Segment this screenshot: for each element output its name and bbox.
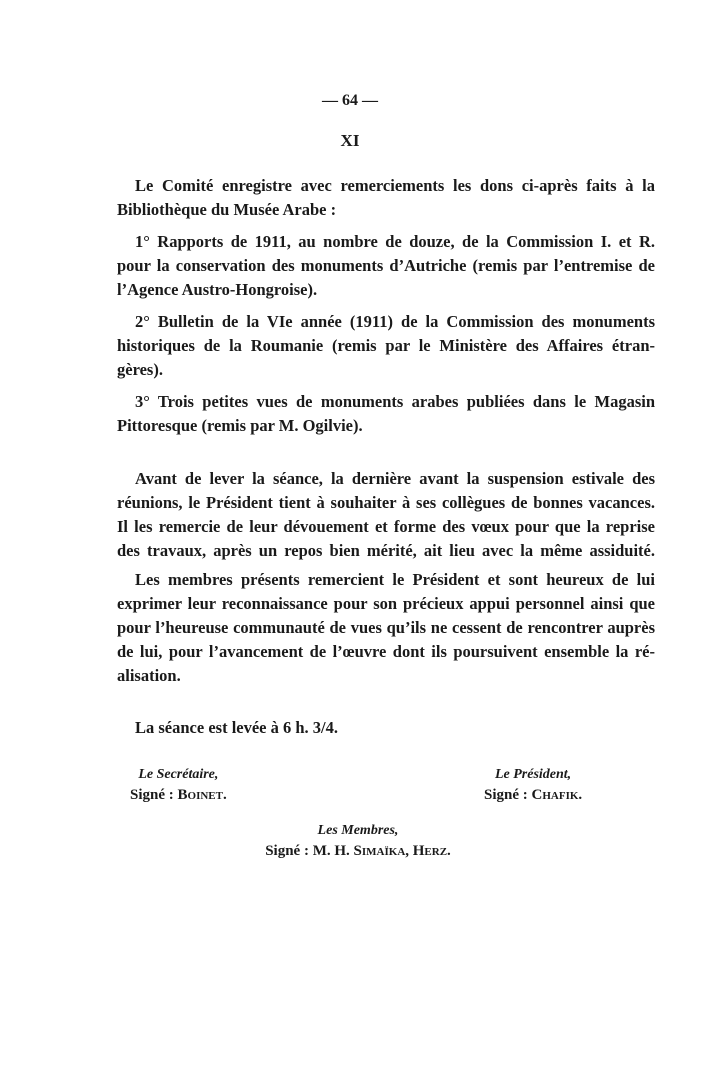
paragraph-members: [117, 568, 655, 688]
paragraph-closing: [117, 467, 655, 563]
text-line: Le Comité enregistre avec remerciements les dons ci-après faits à la: [135, 176, 655, 195]
text-line: pour la conservation des monuments d’Autriche (remis par l’entremise de: [117, 256, 655, 275]
signature-president: [484, 764, 582, 806]
signature-role: Le Secrétaire,: [138, 767, 219, 782]
text-line: 2° Bulletin de la VIe année (1911) de la Commission des monuments: [135, 312, 655, 331]
paragraph-adjourn: [117, 716, 655, 740]
signature-name: Boinet.: [177, 787, 227, 803]
list-item-1: [117, 230, 655, 302]
text-line: 3° Trois petites vues de monuments arabes publiées dans le Magasin: [135, 392, 655, 411]
paragraph-intro: [117, 174, 655, 222]
signature-role: Le Président,: [494, 767, 572, 782]
text-line: Avant de lever la séance, la dernière avant la suspension estivale des: [135, 469, 655, 488]
list-item-3: [117, 390, 655, 438]
text-line: réunions, le Président tient à souhaiter à ses collègues de bonnes vacances.: [117, 493, 655, 512]
text-line: des travaux, après un repos bien mérité, ait lieu avec la même assiduité.: [117, 541, 655, 560]
text-line: l’Agence Austro-Hongroise).: [117, 280, 318, 299]
signature-members: [258, 820, 458, 862]
text-line: alisation.: [117, 666, 181, 685]
page-number: — 64 —: [322, 92, 378, 109]
text-line: Les membres présents remercient le Président et sont heureux de lui: [135, 570, 655, 589]
text-line: La séance est levée à 6 h. 3/4.: [135, 718, 339, 737]
text-line: 1° Rapports de 1911, au nombre de douze, de la Commission I. et R.: [135, 232, 655, 251]
text-line: de lui, pour l’avancement de l’œuvre dont ils poursuivent ensemble la ré-: [117, 642, 655, 661]
signature-secretary: [130, 764, 227, 806]
signature-prefix: Signé : M. H.: [265, 843, 354, 859]
text-line: Bibliothèque du Musée Arabe :: [117, 200, 337, 219]
text-line: pour l’heureuse communauté de vues qu’ils ne cessent de rencontrer auprès: [117, 618, 655, 637]
text-line: gères).: [117, 360, 163, 379]
section-heading: XI: [340, 131, 360, 150]
text-line: Il les remercie de leur dévouement et forme des vœux pour que la reprise: [117, 517, 655, 536]
signature-prefix: Signé :: [484, 787, 532, 803]
text-line: Pittoresque (remis par M. Ogilvie).: [117, 416, 363, 435]
signature-role: Les Membres,: [317, 823, 399, 838]
signature-name: Simaïka, Herz.: [353, 843, 451, 859]
list-item-2: [117, 310, 655, 382]
text-line: exprimer leur reconnaissance pour son précieux appui personnel ainsi que: [117, 594, 655, 613]
signature-name: Chafik.: [531, 787, 583, 803]
text-line: historiques de la Roumanie (remis par le Ministère des Affaires étran-: [117, 336, 655, 355]
signature-prefix: Signé :: [130, 787, 178, 803]
